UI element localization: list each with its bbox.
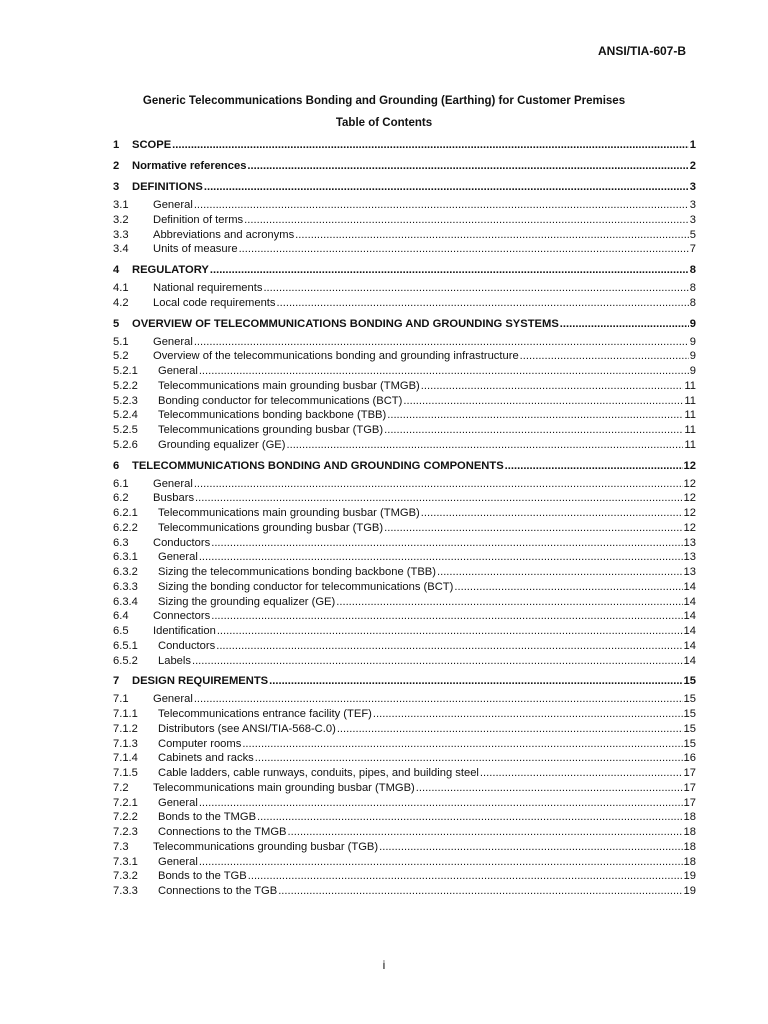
toc-entry[interactable] — [113, 296, 696, 311]
dot-leader — [416, 781, 683, 796]
dot-leader — [278, 884, 682, 899]
toc-entry-title: Telecommunications main grounding busbar (TMGB) — [158, 507, 420, 519]
toc-entry-number: 5 — [113, 317, 120, 330]
toc-entry[interactable] — [113, 855, 696, 870]
toc-entry-number: 7 — [113, 675, 120, 688]
toc-entry-page: 17 — [683, 781, 696, 794]
dot-leader — [194, 692, 683, 707]
toc-entry-page: 19 — [683, 870, 696, 883]
dot-leader — [295, 228, 689, 243]
toc-entry-number: 5.2.6 — [113, 438, 138, 451]
toc-entry-page: 3 — [689, 181, 696, 193]
toc-entry-number: 4 — [113, 264, 120, 276]
toc-entry-page: 14 — [683, 625, 696, 637]
toc-entry[interactable] — [113, 521, 696, 536]
toc-entry[interactable] — [113, 825, 696, 840]
toc-entry-number: 4.2 — [113, 296, 129, 309]
toc-entry[interactable] — [113, 737, 696, 752]
toc-entry[interactable] — [113, 281, 696, 296]
toc-entry-title: General — [153, 199, 193, 211]
dot-leader — [242, 737, 682, 752]
toc-entry-title: Units of measure — [153, 243, 238, 256]
toc-entry-title: REGULATORY — [132, 264, 209, 276]
toc-entry-number: 6.3.3 — [113, 580, 138, 593]
toc-entry-title: Busbars — [153, 492, 195, 505]
dot-leader — [194, 335, 689, 350]
toc-entry-title: Bonding conductor for telecommunications (BCT) — [158, 394, 403, 407]
toc-entry[interactable] — [113, 840, 696, 855]
toc-entry[interactable] — [113, 751, 696, 766]
toc-entry[interactable] — [113, 317, 696, 332]
toc-entry-page: 9 — [689, 350, 696, 363]
dot-leader — [269, 674, 682, 689]
dot-leader — [199, 796, 683, 811]
dot-leader — [263, 281, 688, 296]
toc-entry-number: 6.5.1 — [113, 639, 138, 652]
toc-entry-page: 9 — [689, 317, 696, 330]
toc-entry-title: Grounding equalizer (GE) — [158, 438, 286, 451]
dot-leader — [211, 536, 682, 551]
dot-leader — [373, 707, 683, 722]
dot-leader — [421, 506, 683, 521]
toc-entry-title: Computer rooms — [158, 737, 242, 750]
toc-entry-number: 7.1.2 — [113, 722, 138, 735]
dot-leader — [520, 349, 689, 364]
toc-entry-page: 15 — [683, 722, 696, 735]
toc-entry-page: 18 — [683, 855, 696, 868]
toc-entry-title: Conductors — [158, 639, 216, 652]
toc-entry-page: 11 — [684, 438, 696, 451]
toc-entry-title: OVERVIEW OF TELECOMMUNICATIONS BONDING AND GROUNDING SYSTEMS — [132, 317, 559, 330]
toc-entry-page: 8 — [689, 282, 696, 294]
toc-entry-title: General — [158, 796, 198, 809]
dot-leader — [199, 550, 683, 565]
document-id: ANSI/TIA-607-B — [597, 44, 686, 58]
toc-entry[interactable] — [113, 477, 696, 492]
toc-entry-number: 5.2.2 — [113, 379, 138, 392]
toc-entry-page: 18 — [683, 840, 696, 853]
toc-entry-page: 15 — [683, 693, 696, 706]
toc-entry-page: 11 — [684, 424, 696, 436]
toc-entry-number: 3.4 — [113, 243, 129, 256]
toc-entry-number: 7.3.2 — [113, 870, 138, 883]
dot-leader — [248, 869, 683, 884]
dot-leader — [194, 198, 689, 213]
document-title: Generic Telecommunications Bonding and Grounding (Earthing) for Customer Premises — [142, 95, 626, 107]
toc-entry[interactable] — [113, 138, 696, 153]
toc-entry-title: TELECOMMUNICATIONS BONDING AND GROUNDING COMPONENTS — [132, 459, 504, 472]
toc-entry[interactable] — [113, 707, 696, 722]
toc-entry[interactable] — [113, 242, 696, 257]
toc-entry-number: 7.3.1 — [113, 855, 138, 868]
toc-entry-number: 6.3.2 — [113, 566, 138, 578]
toc-entry-number: 7.2.3 — [113, 826, 138, 838]
toc-entry[interactable] — [113, 884, 696, 899]
toc-entry-page: 16 — [683, 752, 696, 765]
toc-entry-page: 1 — [689, 139, 696, 151]
toc-entry-title: Distributors (see ANSI/TIA-568-C.0) — [158, 722, 336, 735]
dot-leader — [211, 609, 682, 624]
toc-entry-number: 5.2 — [113, 350, 129, 363]
toc-entry-page: 18 — [683, 826, 696, 838]
dot-leader — [454, 580, 682, 595]
dot-leader — [387, 408, 683, 423]
dot-leader — [384, 521, 682, 536]
toc-entry-title: DESIGN REQUIREMENTS — [132, 675, 269, 688]
toc-entry-page: 8 — [689, 296, 696, 309]
toc-entry[interactable] — [113, 654, 696, 669]
toc-entry-page: 15 — [683, 708, 696, 720]
toc-entry-page: 12 — [683, 459, 696, 472]
toc-entry-title: General — [153, 335, 193, 348]
toc-entry-title: SCOPE — [132, 139, 172, 151]
dot-leader — [255, 751, 683, 766]
toc-entry-title: Telecommunications main grounding busbar (TMGB) — [153, 781, 415, 794]
toc-entry-title: Normative references — [132, 160, 247, 172]
dot-leader — [257, 810, 683, 825]
toc-entry-number: 6.3.4 — [113, 595, 138, 608]
toc-entry-title: Telecommunications entrance facility (TEF) — [158, 708, 372, 720]
toc-entry-number: 7.2.2 — [113, 811, 138, 824]
toc-entry[interactable] — [113, 869, 696, 884]
toc-entry-page: 19 — [683, 885, 696, 897]
toc-entry[interactable] — [113, 263, 696, 278]
toc-heading: Table of Contents — [335, 117, 433, 129]
toc-entry-number: 7.1.3 — [113, 737, 138, 750]
toc-entry-page: 14 — [683, 580, 696, 593]
toc-entry-title: General — [153, 693, 193, 706]
toc-entry-page: 2 — [689, 160, 696, 172]
toc-entry-title: General — [158, 855, 198, 868]
toc-entry[interactable] — [113, 796, 696, 811]
toc-entry-title: Sizing the telecommunications bonding backbone (TBB) — [158, 566, 436, 578]
toc-entry-title: Definition of terms — [153, 213, 244, 226]
toc-entry-page: 17 — [683, 767, 696, 779]
toc-entry[interactable] — [113, 565, 696, 580]
toc-entry-title: Local code requirements — [153, 296, 276, 309]
dot-leader — [384, 423, 683, 438]
toc-entry[interactable] — [113, 781, 696, 796]
toc-entry-page: 12 — [683, 492, 696, 505]
toc-entry-title: Sizing the grounding equalizer (GE) — [158, 595, 336, 608]
toc-entry-number: 5.2.1 — [113, 365, 138, 377]
toc-entry-title: Cabinets and racks — [158, 752, 254, 765]
toc-entry-number: 6.2.1 — [113, 507, 138, 519]
toc-entry-title: Conductors — [153, 536, 211, 549]
dot-leader — [560, 317, 689, 332]
toc-entry-page: 14 — [683, 595, 696, 608]
toc-entry-page: 9 — [689, 335, 696, 348]
toc-entry-number: 5.2.5 — [113, 424, 138, 436]
toc-entry[interactable] — [113, 394, 696, 409]
toc-entry-number: 5.1 — [113, 335, 129, 348]
toc-entry[interactable] — [113, 692, 696, 707]
dot-leader — [277, 296, 689, 311]
toc-entry-title: Identification — [153, 625, 216, 637]
toc-entry-page: 14 — [683, 610, 696, 623]
toc-entry-number: 4.1 — [113, 282, 129, 294]
toc-entry-number: 3.1 — [113, 199, 129, 211]
toc-entry-title: National requirements — [153, 282, 263, 294]
table-of-contents — [113, 138, 696, 899]
toc-entry-number: 6 — [113, 459, 120, 472]
toc-entry-title: Bonds to the TMGB — [158, 811, 257, 824]
dot-leader — [288, 825, 683, 840]
dot-leader — [505, 459, 683, 474]
toc-entry[interactable] — [113, 580, 696, 595]
toc-entry-page: 15 — [683, 675, 696, 688]
toc-entry-number: 3.2 — [113, 213, 129, 226]
toc-entry-number: 5.2.3 — [113, 394, 138, 407]
toc-entry-page: 14 — [683, 639, 696, 652]
toc-entry-number: 7.1.1 — [113, 708, 138, 720]
toc-entry-number: 6.1 — [113, 477, 129, 490]
toc-entry-page: 13 — [683, 566, 696, 578]
toc-entry-title: Telecommunications grounding busbar (TGB) — [158, 424, 384, 436]
toc-entry-page: 7 — [689, 243, 696, 256]
toc-entry-number: 7.1 — [113, 693, 129, 706]
toc-entry[interactable] — [113, 766, 696, 781]
toc-entry-title: General — [153, 477, 193, 490]
toc-entry-title: Connections to the TMGB — [158, 826, 287, 838]
toc-entry-title: DEFINITIONS — [132, 181, 203, 193]
toc-entry[interactable] — [113, 213, 696, 228]
dot-leader — [199, 855, 683, 870]
toc-entry-page: 5 — [689, 228, 696, 241]
dot-leader — [195, 491, 683, 506]
toc-entry[interactable] — [113, 624, 696, 639]
toc-entry-title: Connectors — [153, 610, 211, 623]
toc-entry-number: 7.2.1 — [113, 796, 138, 809]
toc-entry-number: 7.3 — [113, 840, 129, 853]
toc-entry-title: General — [158, 551, 198, 564]
toc-entry-number: 7.1.5 — [113, 767, 138, 779]
toc-entry-number: 3 — [113, 181, 120, 193]
toc-entry[interactable] — [113, 491, 696, 506]
toc-entry-number: 7.2 — [113, 781, 129, 794]
toc-entry-page: 3 — [689, 199, 696, 211]
toc-entry-page: 12 — [683, 507, 696, 519]
toc-entry-title: Telecommunications grounding busbar (TGB) — [153, 840, 379, 853]
toc-entry[interactable] — [113, 159, 696, 174]
dot-leader — [204, 180, 689, 195]
dot-leader — [336, 595, 682, 610]
toc-entry[interactable] — [113, 198, 696, 213]
toc-entry-title: Bonds to the TGB — [158, 870, 247, 883]
toc-entry-title: Telecommunications main grounding busbar (TMGB) — [158, 379, 420, 392]
toc-entry-title: Telecommunications grounding busbar (TGB) — [158, 521, 384, 534]
page-number: i — [382, 958, 386, 972]
toc-entry[interactable] — [113, 639, 696, 654]
dot-leader — [194, 477, 683, 492]
toc-entry-page: 13 — [683, 551, 696, 564]
toc-entry-number: 6.3.1 — [113, 551, 138, 564]
toc-entry[interactable] — [113, 674, 696, 689]
toc-entry-number: 6.5 — [113, 625, 129, 637]
toc-entry-number: 6.2.2 — [113, 521, 138, 534]
toc-entry-title: Labels — [158, 654, 191, 667]
toc-entry[interactable] — [113, 506, 696, 521]
toc-entry-title: Abbreviations and acronyms — [153, 228, 295, 241]
toc-entry[interactable] — [113, 364, 696, 379]
toc-entry-number: 6.3 — [113, 536, 129, 549]
toc-entry[interactable] — [113, 609, 696, 624]
toc-entry-number: 5.2.4 — [113, 409, 138, 422]
toc-entry[interactable] — [113, 595, 696, 610]
toc-entry-number: 2 — [113, 160, 120, 172]
toc-entry[interactable] — [113, 349, 696, 364]
toc-entry[interactable] — [113, 335, 696, 350]
toc-entry-page: 11 — [684, 394, 696, 407]
dot-leader — [216, 639, 682, 654]
toc-entry[interactable] — [113, 180, 696, 195]
dot-leader — [239, 242, 689, 257]
dot-leader — [421, 379, 684, 394]
dot-leader — [337, 722, 683, 737]
dot-leader — [192, 654, 683, 669]
toc-entry-number: 6.5.2 — [113, 654, 138, 667]
toc-entry[interactable] — [113, 810, 696, 825]
toc-entry[interactable] — [113, 459, 696, 474]
toc-entry-title: Telecommunications bonding backbone (TBB) — [158, 409, 387, 422]
dot-leader — [210, 263, 689, 278]
toc-entry-number: 7.3.3 — [113, 885, 138, 897]
toc-entry-page: 15 — [683, 737, 696, 750]
toc-entry-page: 18 — [683, 811, 696, 824]
dot-leader — [480, 766, 683, 781]
dot-leader — [286, 438, 683, 453]
toc-entry-title: Overview of the telecommunications bonding and grounding infrastructure — [153, 350, 519, 363]
toc-entry-number: 3.3 — [113, 228, 129, 241]
toc-entry-page: 13 — [683, 536, 696, 549]
toc-entry-page: 12 — [683, 521, 696, 534]
toc-entry[interactable] — [113, 228, 696, 243]
toc-entry-number: 6.4 — [113, 610, 129, 623]
dot-leader — [403, 394, 683, 409]
toc-entry-page: 11 — [684, 379, 696, 392]
toc-entry[interactable] — [113, 722, 696, 737]
toc-entry-page: 3 — [689, 213, 696, 226]
toc-entry[interactable] — [113, 423, 696, 438]
dot-leader — [379, 840, 682, 855]
dot-leader — [217, 624, 683, 639]
dot-leader — [172, 138, 689, 153]
toc-entry-page: 14 — [683, 654, 696, 667]
toc-entry-number: 7.1.4 — [113, 752, 138, 765]
toc-entry-page: 8 — [689, 264, 696, 276]
dot-leader — [437, 565, 683, 580]
toc-entry-number: 6.2 — [113, 492, 129, 505]
toc-entry[interactable] — [113, 550, 696, 565]
toc-entry-title: Sizing the bonding conductor for telecommunications (BCT) — [158, 580, 454, 593]
toc-entry-page: 9 — [689, 365, 696, 377]
toc-entry[interactable] — [113, 438, 696, 453]
toc-entry-page: 17 — [683, 796, 696, 809]
toc-entry[interactable] — [113, 536, 696, 551]
toc-entry-page: 11 — [684, 409, 696, 422]
dot-leader — [244, 213, 689, 228]
toc-entry[interactable] — [113, 408, 696, 423]
toc-entry-title: Connections to the TGB — [158, 885, 278, 897]
toc-entry-page: 12 — [683, 477, 696, 490]
toc-entry-title: Cable ladders, cable runways, conduits, pipes, and building steel — [158, 767, 479, 779]
toc-entry-number: 1 — [113, 139, 120, 151]
dot-leader — [247, 159, 688, 174]
toc-entry-title: General — [158, 365, 198, 377]
dot-leader — [199, 364, 689, 379]
toc-entry[interactable] — [113, 379, 696, 394]
